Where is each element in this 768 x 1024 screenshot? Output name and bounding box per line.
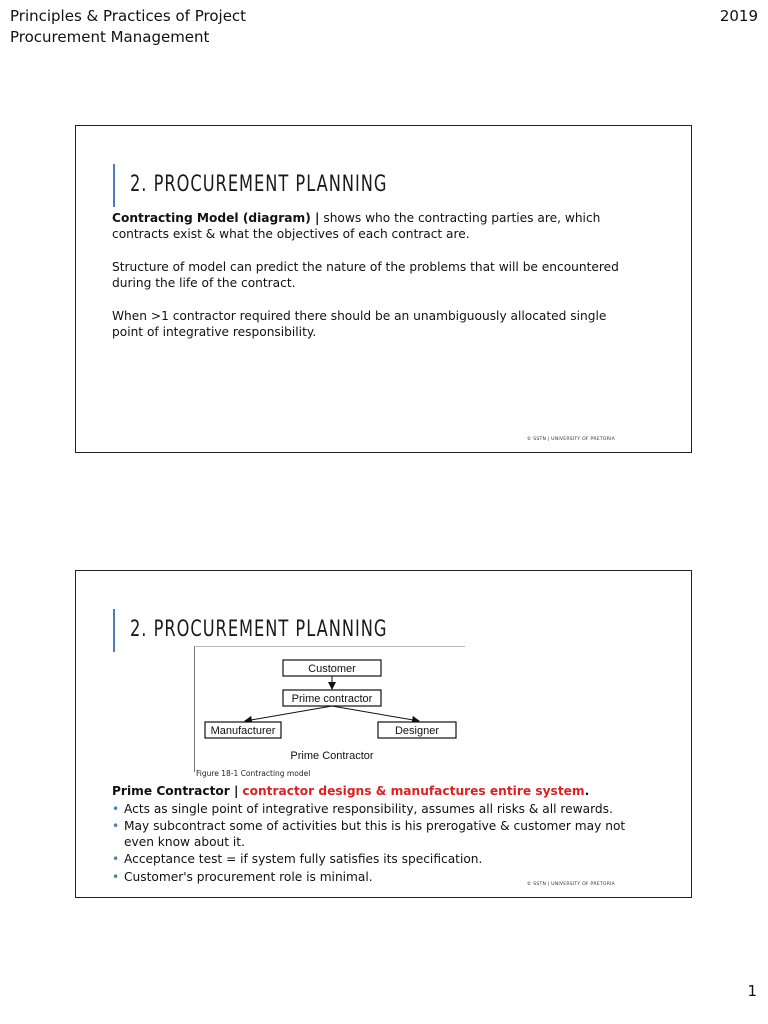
list-item: • Acts as single point of integrative responsibility, assumes all risks & all rewards. xyxy=(112,802,642,818)
paragraph-text: shows who the contracting parties are, which contracts exist & what the objectives of each contract are. xyxy=(112,211,601,241)
heading-highlight: contractor designs & manufactures entire system xyxy=(242,784,585,798)
paragraph-lead: Contracting Model (diagram) | xyxy=(112,211,320,225)
slide-body xyxy=(112,211,632,358)
paragraph-structure: Structure of model can predict the nature of the problems that will be encountered during the life of the contract. xyxy=(112,260,619,290)
slide-footer: © SSTN | UNIVERSITY OF PRETORIA xyxy=(526,437,615,442)
manufacturer-label: Manufacturer xyxy=(210,725,276,737)
customer-label: Customer xyxy=(308,663,356,675)
diagram-svg xyxy=(195,647,465,772)
slide-title: 2. PROCUREMENT PLANNING xyxy=(130,172,388,197)
paragraph-contracting-model xyxy=(112,211,632,242)
bullet-list xyxy=(112,802,642,886)
page-number: 1 xyxy=(747,982,757,1000)
slide-body xyxy=(112,784,642,887)
slide-2 xyxy=(75,570,692,898)
heading-end: . xyxy=(584,784,590,798)
document-year: 2019 xyxy=(719,7,758,25)
prime-contractor-label: Prime contractor xyxy=(291,693,373,705)
heading-lead: Prime Contractor | xyxy=(112,784,239,798)
arrow-prime-to-manufacturer xyxy=(245,706,332,721)
contracting-model-diagram xyxy=(194,646,465,772)
list-item: • Acceptance test = if system fully satisfies its specification. xyxy=(112,852,642,868)
designer-label: Designer xyxy=(394,725,440,737)
title-accent-bar xyxy=(113,164,115,207)
prime-contractor-heading xyxy=(112,784,642,800)
slide-1 xyxy=(75,125,692,453)
paragraph-integrative: When >1 contractor required there should be an unambiguously allocated single point of integrative responsibility. xyxy=(112,309,607,339)
diagram-label: Prime Contractor xyxy=(290,750,374,762)
list-item: • Customer's procurement role is minimal. xyxy=(112,870,642,886)
document-title: Principles & Practices of Project Procurement Management xyxy=(10,7,247,46)
figure-caption: Figure 18-1 Contracting model xyxy=(196,769,311,778)
list-item: • May subcontract some of activities but this is his prerogative & customer may not even know about it. xyxy=(112,819,642,850)
arrow-prime-to-designer xyxy=(332,706,419,721)
title-accent-bar xyxy=(113,609,115,652)
slide-footer: © SSTN | UNIVERSITY OF PRETORIA xyxy=(526,882,615,887)
slide-title: 2. PROCUREMENT PLANNING xyxy=(130,617,388,642)
